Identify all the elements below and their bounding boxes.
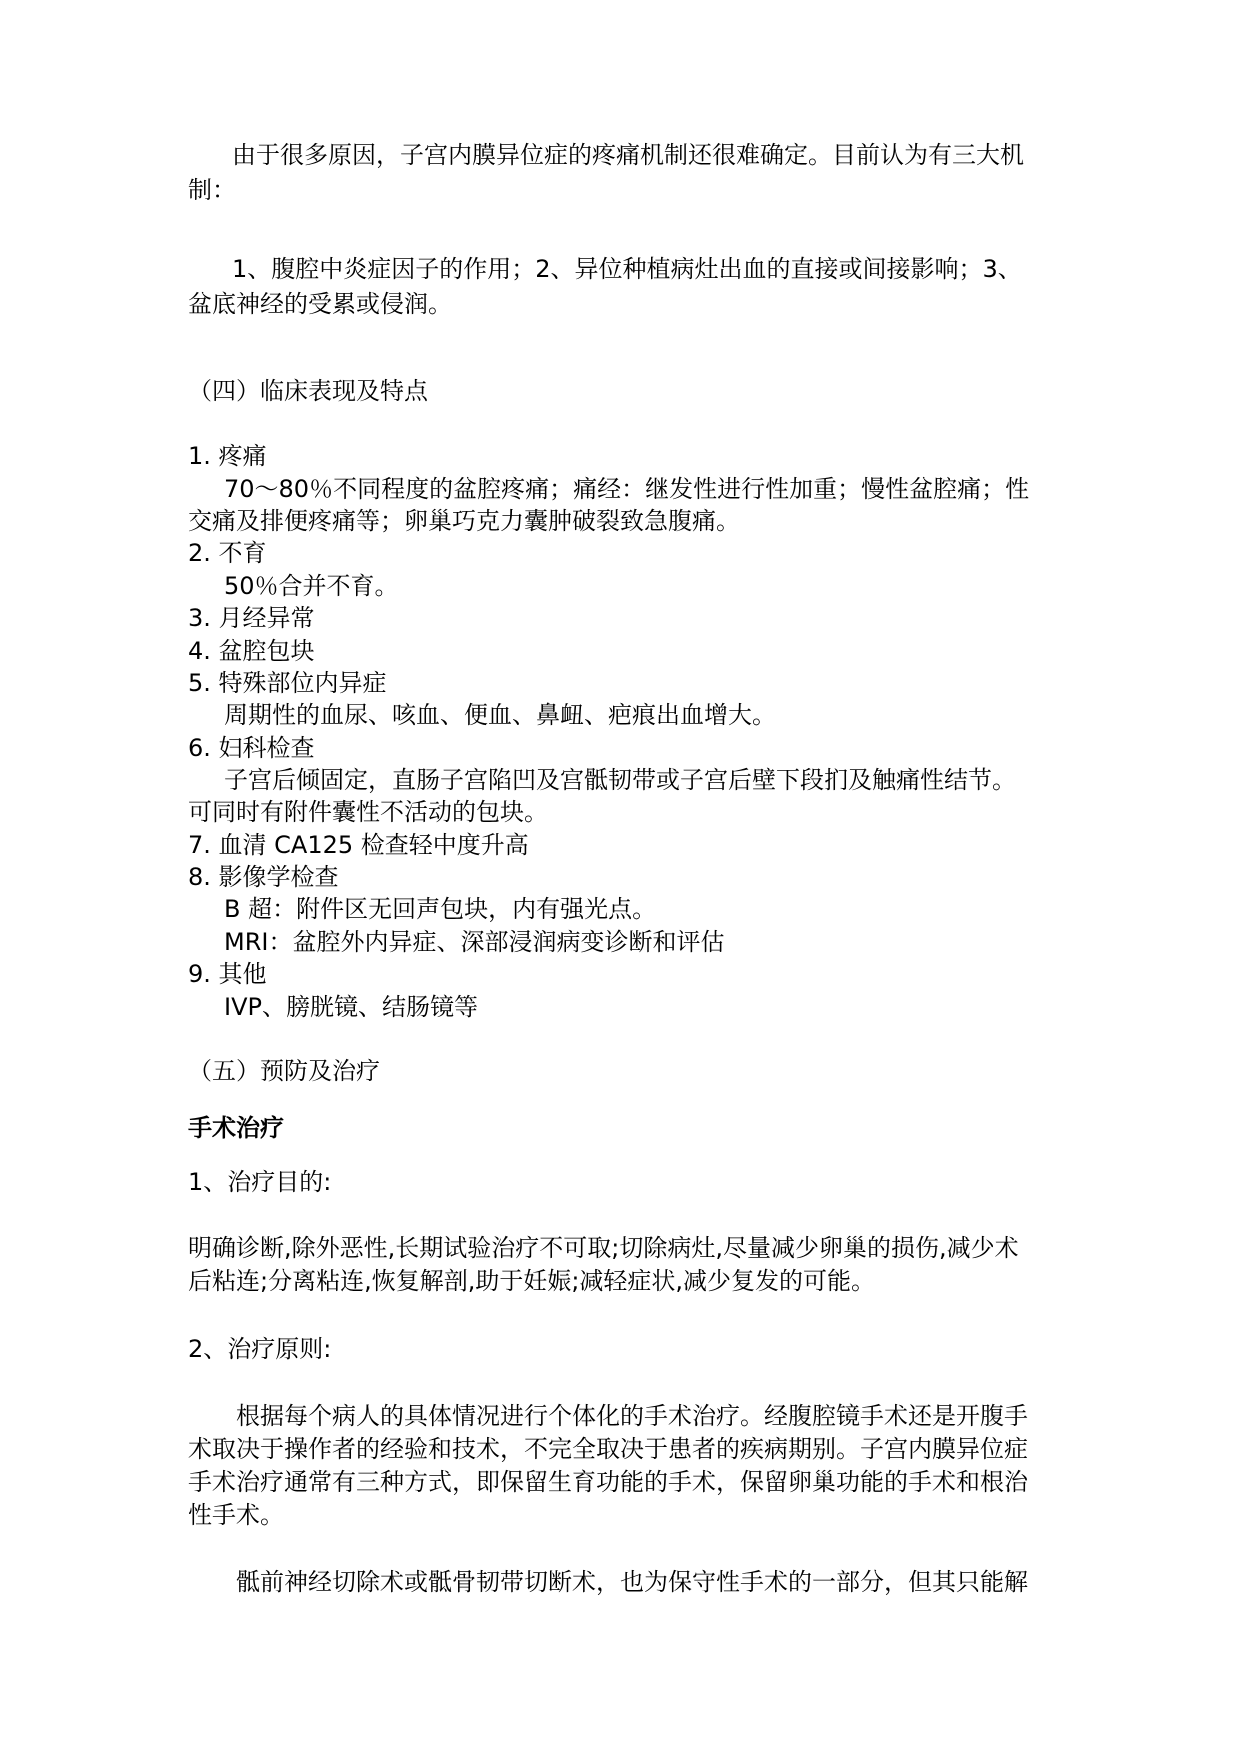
paragraph-title: 2、治疗原则:	[188, 1335, 332, 1363]
list-item-detail: 周期性的血尿、咳血、便血、鼻衄、疤痕出血增大。	[224, 701, 776, 729]
list-item-detail: 50％合并不育。	[224, 572, 399, 600]
paragraph-line: 盆底神经的受累或侵润。	[188, 290, 452, 318]
paragraph-line: 骶前神经切除术或骶骨韧带切断术，也为保守性手术的一部分，但其只能解	[236, 1568, 1028, 1596]
list-item-detail: B 超：附件区无回声包块，内有强光点。	[224, 895, 657, 923]
paragraph-line: 手术治疗通常有三种方式，即保留生育功能的手术，保留卵巢功能的手术和根治	[188, 1468, 1028, 1496]
paragraph-line: 制：	[188, 176, 236, 204]
paragraph-line: 根据每个病人的具体情况进行个体化的手术治疗。经腹腔镜手术还是开腹手	[236, 1402, 1028, 1430]
paragraph-line: 术取决于操作者的经验和技术，不完全取决于患者的疾病期别。子宫内膜异位症	[188, 1435, 1028, 1463]
list-item: 2. 不育	[188, 539, 267, 567]
list-item-detail: MRI：盆腔外内异症、深部浸润病变诊断和评估	[224, 928, 725, 956]
paragraph-line: 性手术。	[188, 1501, 284, 1529]
list-item: 9. 其他	[188, 960, 267, 988]
list-item: 4. 盆腔包块	[188, 637, 315, 665]
paragraph-title: 1、治疗目的:	[188, 1168, 332, 1196]
section-heading: （五）预防及治疗	[188, 1057, 380, 1085]
paragraph-line: 后粘连;分离粘连,恢复解剖,助于妊娠;减轻症状,减少复发的可能。	[188, 1267, 876, 1295]
list-item: 8. 影像学检查	[188, 863, 339, 891]
subsection-heading: 手术治疗	[188, 1114, 284, 1142]
list-item-detail: 70～80％不同程度的盆腔疼痛；痛经：继发性进行性加重；慢性盆腔痛；性	[224, 475, 1030, 503]
list-item: 6. 妇科检查	[188, 734, 315, 762]
section-heading: （四）临床表现及特点	[188, 377, 428, 405]
list-item-detail: IVP、膀胱镜、结肠镜等	[224, 993, 478, 1021]
list-item: 7. 血清 CA125 检查轻中度升高	[188, 831, 529, 859]
list-item-detail: 子宫后倾固定，直肠子宫陷凹及宫骶韧带或子宫后壁下段扪及触痛性结节。	[224, 766, 1016, 794]
list-item: 5. 特殊部位内异症	[188, 669, 387, 697]
list-item: 1. 疼痛	[188, 442, 267, 470]
list-item: 3. 月经异常	[188, 604, 315, 632]
paragraph-line: 由于很多原因，子宫内膜异位症的疼痛机制还很难确定。目前认为有三大机	[232, 141, 1024, 169]
paragraph-line: 明确诊断,除外恶性,长期试验治疗不可取;切除病灶,尽量减少卵巢的损伤,减少术	[188, 1234, 1019, 1262]
paragraph-line: 1、腹腔中炎症因子的作用；2、异位种植病灶出血的直接或间接影响；3、	[232, 255, 1022, 283]
list-item-detail: 交痛及排便疼痛等；卵巢巧克力囊肿破裂致急腹痛。	[188, 507, 740, 535]
list-item-detail: 可同时有附件囊性不活动的包块。	[188, 798, 548, 826]
